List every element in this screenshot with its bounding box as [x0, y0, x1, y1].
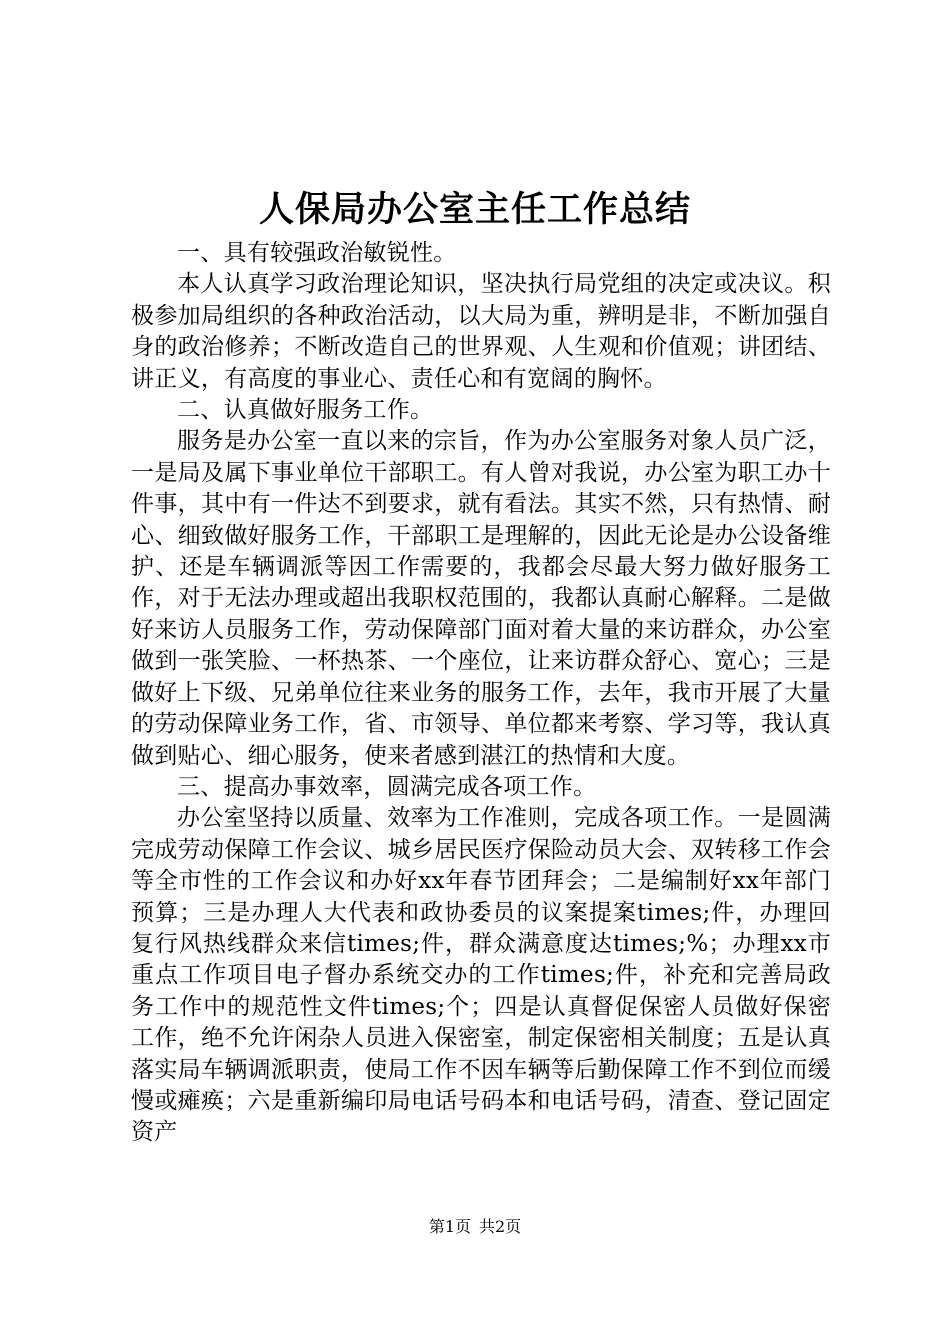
body-paragraph-3: 办公室坚持以质量、效率为工作准则，完成各项工作。一是圆满完成劳动保障工作会议、城乡居民医疗保险动员大会、双转移工作会等全市性的工作会议和办好xx年春节团拜会；二是编制好xx年部门预算；三是办理人大代表和政协委员的议案提案times;件，办理回复行风热线群众来信times;件，群众满意度达times;%；办理xx市重点工作项目电子督办系统交办的工作times;件，补充和完善局政务工作中的规范性文件times;个；四是认真督促保密人员做好保密工作，绝不允许闲杂人员进入保密室，制定保密相关制度；五是认真落实局车辆调派职责，使局工作不因车辆等后勤保障工作不到位而缓慢或瘫痪；六是重新编印局电话号码本和电话号码，清查、登记固定资产 — [131, 805, 831, 1146]
page-footer — [0, 1216, 950, 1238]
document-body — [131, 238, 831, 1149]
section-heading-3: 三、提高办事效率，圆满完成各项工作。 — [177, 773, 597, 800]
section-heading-1: 一、具有较强政治敏锐性。 — [177, 240, 457, 266]
section-heading-2: 二、认真做好服务工作。 — [177, 397, 434, 424]
body-paragraph-1: 本人认真学习政治理论知识，坚决执行局党组的决定或决议。积极参加局组织的各种政治活动，以大局为重，辨明是非，不断加强自身的政治修养；不断改造自己的世界观、人生观和价值观；讲团结、讲正义，有高度的事业心、责任心和有宽阔的胸怀。 — [131, 271, 831, 392]
page-number: 第1页 — [428, 1217, 471, 1236]
page-total: 共2页 — [479, 1217, 522, 1236]
body-paragraph-2: 服务是办公室一直以来的宗旨，作为办公室服务对象人员广泛，一是局及属下事业单位干部职工。有人曾对我说，办公室为职工办十件事，其中有一件达不到要求，就有看法。其实不然，只有热情、耐心、细致做好服务工作，干部职工是理解的，因此无论是办公设备维护、还是车辆调派等因工作需要的，我都会尽最大努力做好服务工作，对于无法办理或超出我职权范围的，我都认真耐心解释。二是做好来访人员服务工作，劳动保障部门面对着大量的来访群众，办公室做到一张笑脸、一杯热茶、一个座位，让来访群众舒心、宽心；三是做好上下级、兄弟单位往来业务的服务工作，去年，我市开展了大量的劳动保障业务工作，省、市领导、单位都来考察、学习等，我认真做到贴心、细心服务，使来者感到湛江的热情和大度。 — [131, 428, 831, 769]
document-title: 人保局办公室主任工作总结 — [258, 189, 691, 230]
